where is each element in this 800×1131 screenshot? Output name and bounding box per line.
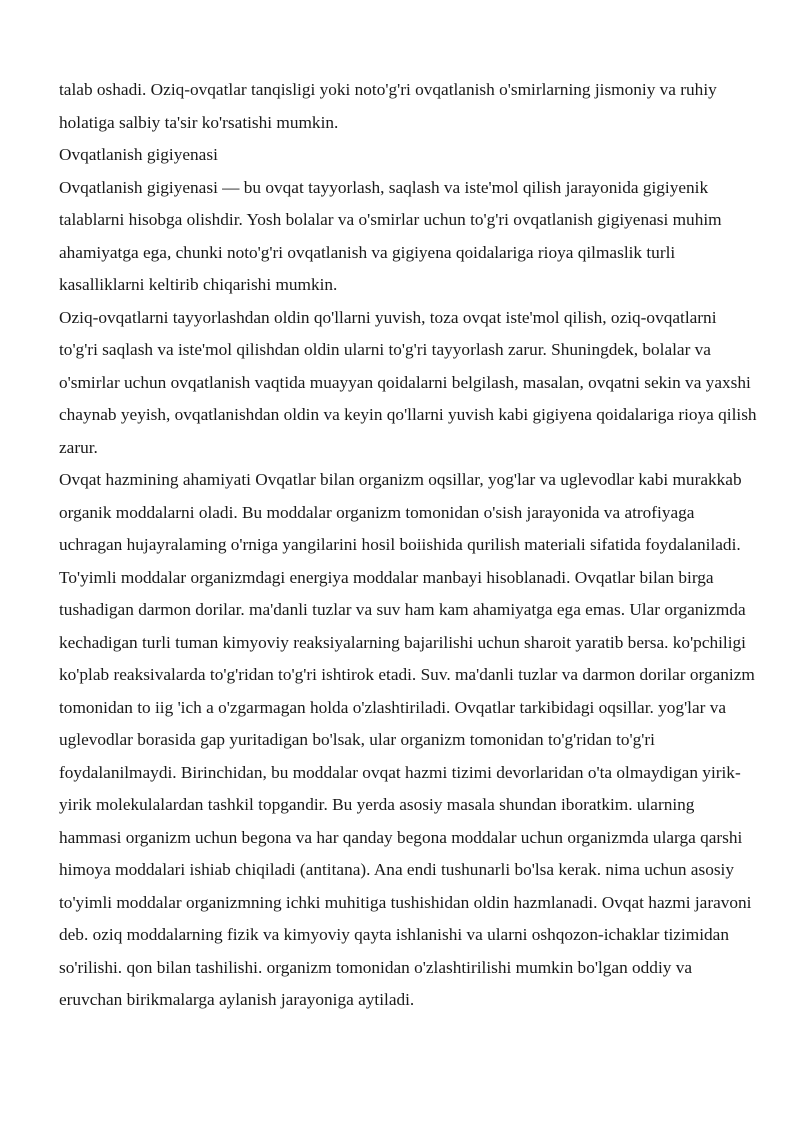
paragraph-intro-continuation: talab oshadi. Oziq-ovqatlar tanqisligi yoki noto'g'ri ovqatlanish o'smirlarning jismoniy va ruhiy holatiga salbiy ta'sir ko'rsatishi mumkin. bbox=[59, 80, 717, 132]
document-page bbox=[59, 74, 759, 1017]
paragraph-hygiene-rules: Oziq-ovqatlarni tayyorlashdan oldin qo'llarni yuvish, toza ovqat iste'mol qilish, oziq-ovqatlarni to'g'ri saqlash va iste'mol qilishdan oldin ularni to'g'ri tayyorlash zarur. Shuningdek, bolalar va o'smirlar uchun ovqatlanish vaqtida muayyan qoidalarni belgilash, masalan, ovqatni sekin va yaxshi chaynab yeyish, ovqatlanishdan oldin va keyin qo'llarni yuvish kabi gigiyena qoidalariga rioya qilish zarur. bbox=[59, 307, 757, 457]
section-heading: Ovqatlanish gigiyenasi bbox=[59, 145, 218, 164]
paragraph-digestion-importance: Ovqat hazmining ahamiyati Ovqatlar bilan organizm oqsillar, yog'lar va uglevodlar kabi murakkab organik moddalarni oladi. Bu moddalar organizm tomonidan o'sish jarayonida va atrofiyaga uchragan hujayralaming o'rniga yangilarini hosil boiishida qurilish materiali sifatida foydalaniladi. To'yimli moddalar organizmdagi energiya moddalar manbayi hisoblanadi. Ovqatlar bilan birga tushadigan darmon dorilar. ma'danli tuzlar va suv ham kam ahamiyatga ega emas. Ular organizmda kechadigan turli tuman kimyoviy reaksiyalarning bajarilishi uchun sharoit yaratib bersa. ko'pchiligi ko'plab reaksivalarda to'g'ridan to'g'ri ishtirok etadi. Suv. ma'danli tuzlar va darmon dorilar organizm tomonidan to iig 'ich a o'zgarmagan holda o'zlashtiriladi. Ovqatlar tarkibidagi oqsillar. yog'lar va uglevodlar borasida gap yuritadigan bo'lsak, ular organizm tomonidan to'g'ridan to'g'ri foydalanilmaydi. Birinchidan, bu moddalar ovqat hazmi tizimi devorlaridan o'ta olmaydigan yirik-yirik molekulalardan tashkil topgandir. Bu yerda asosiy masala shundan iboratkim. ularning hammasi organizm uchun begona va har qanday begona moddalar uchun organizmda ularga qarshi himoya moddalari ishiab chiqiladi (antitana). Ana endi tushunarli bo'lsa kerak. nima uchun asosiy to'yimli moddalar organizmning ichki muhitiga tushishidan oldin hazmlanadi. Ovqat hazmi jaravoni deb. oziq moddalarning fizik va kimyoviy qayta ishlanishi va ularni oshqozon-ichaklar tizimidan so'rilishi. qon bilan tashilishi. organizm tomonidan o'zlashtirilishi mumkin bo'lgan oddiy va eruvchan birikmalarga aylanish jarayoniga aytiladi. bbox=[59, 470, 755, 1009]
paragraph-hygiene-definition: Ovqatlanish gigiyenasi — bu ovqat tayyorlash, saqlash va iste'mol qilish jarayonida gigiyenik talablarni hisobga olishdir. Yosh bolalar va o'smirlar uchun to'g'ri ovqatlanish gigiyenasi muhim ahamiyatga ega, chunki noto'g'ri ovqatlanish va gigiyena qoidalariga rioya qilmaslik turli kasalliklarni keltirib chiqarishi mumkin. bbox=[59, 177, 722, 294]
